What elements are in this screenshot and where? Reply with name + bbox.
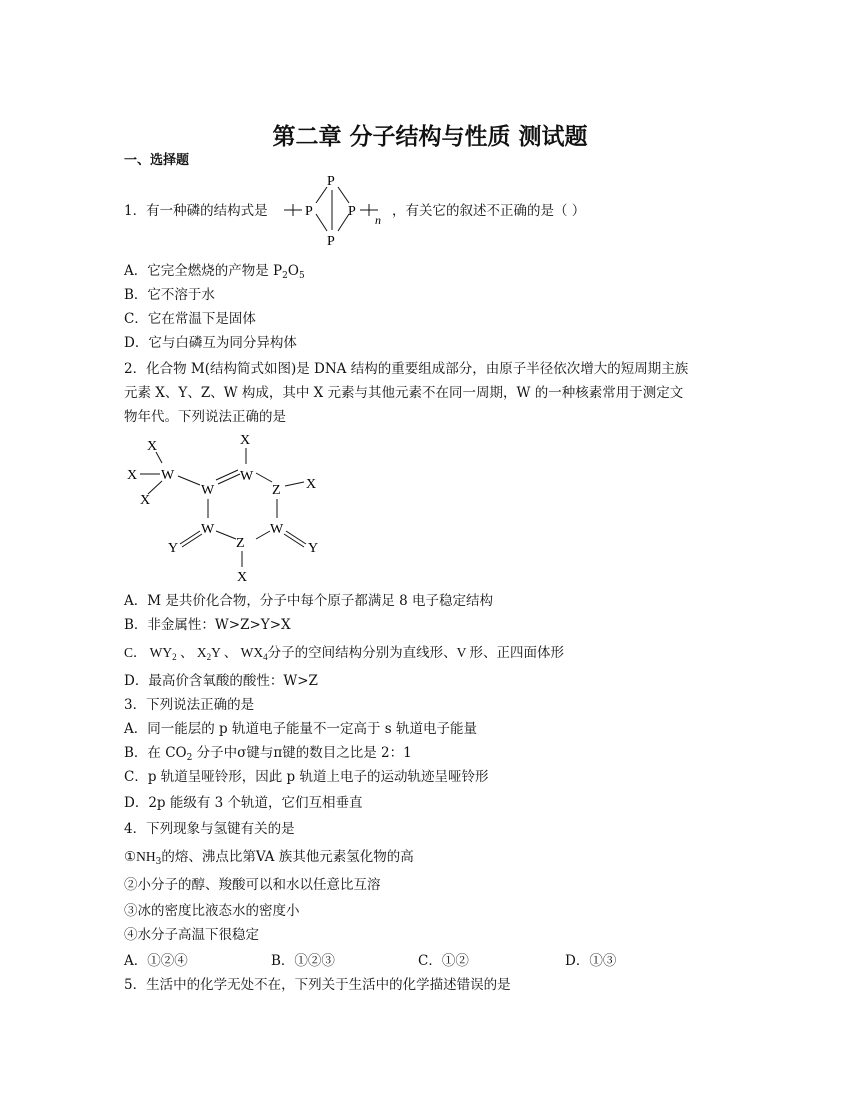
- atom-x: X: [240, 433, 251, 448]
- p-atom-top: P: [327, 174, 335, 189]
- q4-item-1: $①NH_3$的熔、沸点比第VA 族其他元素氢化物的高: [124, 849, 414, 867]
- q4-option-d: D．①③: [565, 953, 617, 969]
- q4-item-4: ④水分子高温下很稳定: [124, 927, 259, 943]
- atom-y: Y: [308, 541, 319, 556]
- atom-w: W: [201, 483, 215, 498]
- q1-option-a: A．它完全燃烧的产物是 $P_2O_5$: [124, 263, 305, 281]
- subscript-n: n: [375, 213, 381, 227]
- q4-option-a: A．①②④: [124, 953, 188, 969]
- q4-item-2: ②小分子的醇、羧酸可以和水以任意比互溶: [124, 877, 381, 893]
- p-atom-right: P: [348, 204, 356, 219]
- q4-option-c: C．①②: [418, 953, 469, 969]
- page-title: 第二章 分子结构与性质 测试题: [272, 124, 588, 150]
- q3-option-d: D．2p 能级有 3 个轨道，它们互相垂直: [124, 795, 363, 811]
- q1-stem-prefix: 1．有一种磷的结构式是: [124, 203, 268, 219]
- q3-option-a: A．同一能层的 p 轨道电子能量不一定高于 s 轨道电子能量: [124, 721, 477, 737]
- p-atom-bottom: P: [327, 234, 335, 249]
- atom-x: X: [147, 439, 158, 454]
- atom-w: W: [161, 468, 175, 483]
- q4-stem: 4．下列现象与氢键有关的是: [124, 821, 295, 837]
- q2-option-b: B．非金属性：W>Z>Y>X: [124, 617, 291, 633]
- q4-option-b: B．①②③: [271, 953, 335, 969]
- q1-stem-suffix: ，有关它的叙述不正确的是（ ）: [392, 203, 586, 219]
- compound-m-structure-figure: [120, 428, 340, 588]
- p-atom-left: P: [305, 204, 313, 219]
- atom-z: Z: [272, 483, 281, 498]
- q5-stem: 5．生活中的化学无处不在，下列关于生活中的化学描述错误的是: [124, 977, 511, 993]
- q1-option-d: D．它与白磷互为同分异构体: [124, 335, 297, 351]
- q2-option-a: A．M 是共价化合物，分子中每个原子都满足 8 电子稳定结构: [124, 593, 494, 609]
- atom-y: Y: [168, 541, 179, 556]
- atom-z: Z: [236, 536, 245, 551]
- atom-w: W: [201, 522, 215, 537]
- q3-stem: 3．下列说法正确的是: [124, 697, 255, 713]
- atom-x: X: [237, 570, 248, 585]
- atom-x: X: [306, 477, 317, 492]
- section-heading: 一、选择题: [124, 153, 190, 168]
- q2-option-c: C． $WY_2$ 、 $X_2Y$ 、 $WX_4$分子的空间结构分别为直线形、V 形、正四面体形: [124, 645, 565, 662]
- q2-stem-line2: 元素 X、Y、Z、W 构成，其中 X 元素与其他元素不在同一周期，W 的一种核素常用于测定文: [124, 385, 684, 401]
- q2-stem-line3: 物年代。下列说法正确的是: [124, 409, 286, 425]
- q2-stem-line1: 2．化合物 M(结构简式如图)是 DNA 结构的重要组成部分，由原子半径依次增大的短周期主族: [124, 361, 689, 377]
- q2-option-d: D．最高价含氧酸的酸性：W>Z: [124, 673, 318, 689]
- phosphorus-structure-figure: [282, 170, 392, 250]
- q1-option-b: B．它不溶于水: [124, 287, 215, 303]
- atom-x: X: [140, 493, 151, 508]
- atom-w: W: [240, 469, 254, 484]
- atom-x: X: [127, 468, 138, 483]
- q3-option-b: B．在 $CO_2$ 分子中σ键与π键的数目之比是 2：1: [124, 745, 412, 763]
- q3-option-c: C．p 轨道呈哑铃形，因此 p 轨道上电子的运动轨迹呈哑铃形: [124, 769, 489, 785]
- atom-w: W: [270, 522, 284, 537]
- q1-option-c: C．它在常温下是固体: [124, 311, 256, 327]
- q4-item-3: ③冰的密度比液态水的密度小: [124, 903, 300, 919]
